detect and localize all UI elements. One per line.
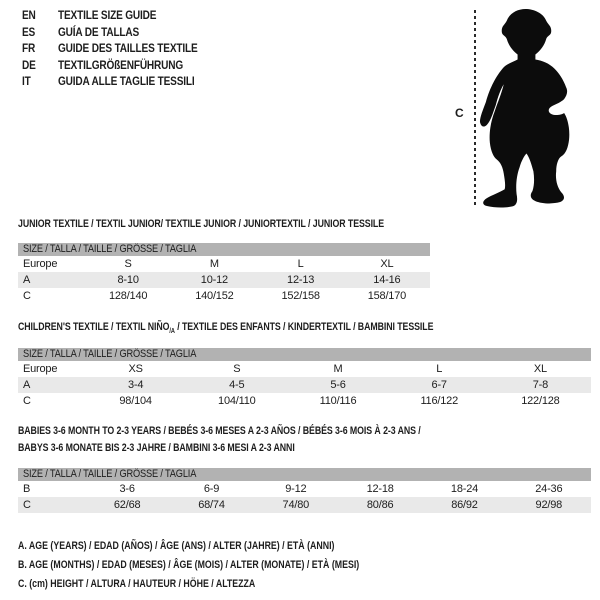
height-dimension-label: C — [455, 106, 464, 120]
language-code: IT — [22, 74, 31, 89]
table-row-age-months — [18, 481, 591, 497]
age-cell: 12-18 — [366, 483, 394, 495]
age-cell: 3-6 — [119, 483, 135, 495]
height-cell: 140/152 — [195, 290, 234, 302]
size-cell: S — [233, 363, 241, 375]
row-label: A — [23, 379, 31, 391]
language-label: GUÍA DE TALLAS — [58, 24, 140, 39]
note-height-cm: C. (cm) HEIGHT / ALTURA / HAUTEUR / HÖHE / ALTEZZA — [18, 578, 256, 590]
age-cell: 7-8 — [532, 379, 549, 391]
age-cell: 24-36 — [535, 483, 563, 495]
age-cell: 5-6 — [330, 379, 346, 391]
row-label: C — [23, 499, 31, 511]
height-cell: 98/104 — [119, 395, 152, 407]
age-cell: 14-16 — [373, 274, 401, 286]
language-code: FR — [22, 41, 36, 56]
note-age-years: A. AGE (YEARS) / EDAD (AÑOS) / ÂGE (ANS) / ALTER (JAHRE) / ETÀ (ANNI) — [18, 540, 335, 552]
language-label: GUIDE DES TAILLES TEXTILE — [58, 41, 198, 56]
language-label: TEXTILGRÖßENFÜHRUNG — [58, 57, 184, 72]
language-code: DE — [22, 57, 36, 72]
table-row-height-cm — [18, 288, 430, 304]
age-cell: 10-12 — [200, 274, 228, 286]
table-row-europe — [18, 256, 430, 272]
size-cell: S — [124, 258, 132, 270]
children-section-title: CHILDREN'S TEXTILE / TEXTIL $NIÑO_{/A}$ / TEXTILE DES ENFANTS / KINDERTEXTIL / BAMBINI TESSILE — [18, 321, 434, 336]
size-cell: M — [209, 258, 219, 270]
language-code: EN — [22, 8, 36, 23]
toddler-silhouette-path — [480, 9, 569, 208]
language-row-it — [22, 73, 224, 90]
toddler-silhouette — [478, 8, 573, 208]
height-cell: 68/74 — [198, 499, 225, 511]
height-dimension-line — [474, 10, 476, 207]
junior-section-title: JUNIOR TEXTILE / TEXTIL JUNIOR/ TEXTILE JUNIOR / JUNIORTEXTIL / JUNIOR TESSILE — [18, 218, 385, 230]
size-cell: L — [436, 363, 443, 375]
legend-notes — [18, 537, 445, 594]
row-label: Europe — [23, 363, 58, 375]
note-age-months: B. AGE (MONTHS) / EDAD (MESES) / ÂGE (MOIS) / ALTER (MONATE) / ETÀ (MESI) — [18, 559, 360, 571]
language-label: GUIDA ALLE TAGLIE TESSILI — [58, 74, 195, 89]
language-row-fr — [22, 40, 224, 57]
junior-size-table — [18, 243, 430, 304]
height-cell: 158/170 — [367, 290, 407, 302]
age-cell: 4-5 — [229, 379, 245, 391]
row-label: Europe — [23, 258, 58, 270]
size-cell: XL — [533, 363, 547, 375]
language-row-es — [22, 24, 224, 41]
language-title-list — [22, 7, 224, 90]
height-cell: 122/128 — [521, 395, 560, 407]
age-cell: 18-24 — [450, 483, 479, 495]
age-cell: 6-9 — [203, 483, 220, 495]
size-header-bar: SIZE / TALLA / TAILLE / GRÖSSE / TAGLIA — [18, 348, 591, 361]
language-row-de — [22, 57, 224, 74]
language-label: TEXTILE SIZE GUIDE — [58, 8, 157, 23]
table-row-height-cm — [18, 497, 591, 513]
table-row-age-years — [18, 272, 430, 288]
babies-size-table — [18, 468, 591, 513]
row-label: C — [23, 290, 31, 302]
height-cell: 152/158 — [281, 290, 320, 302]
height-cell: 86/92 — [451, 499, 478, 511]
age-cell: 9-12 — [285, 483, 307, 495]
row-label: B — [23, 483, 31, 495]
height-cell: 74/80 — [282, 499, 310, 511]
age-cell: 12-13 — [287, 274, 315, 286]
height-cell: 92/98 — [535, 499, 563, 511]
gender-suffix: /A — [169, 328, 175, 336]
height-cell: 116/122 — [420, 395, 458, 407]
age-cell: 8-10 — [117, 274, 139, 286]
age-cell: 6-7 — [431, 379, 447, 391]
language-code: ES — [22, 24, 36, 39]
row-label: C — [23, 395, 31, 407]
size-cell: L — [297, 258, 304, 270]
row-label: A — [23, 274, 31, 286]
table-row-height-cm — [18, 393, 591, 409]
size-cell: XS — [128, 363, 143, 375]
height-cell: 110/116 — [319, 395, 357, 407]
children-size-table — [18, 348, 591, 409]
table-row-europe — [18, 361, 591, 377]
size-header-bar: SIZE / TALLA / TAILLE / GRÖSSE / TAGLIA — [18, 468, 591, 481]
height-cell: 62/68 — [113, 499, 141, 511]
table-row-age-years — [18, 377, 591, 393]
height-cell: 128/140 — [108, 290, 148, 302]
size-cell: XL — [380, 258, 394, 270]
language-row-en — [22, 7, 224, 24]
height-cell: 104/110 — [218, 395, 256, 407]
babies-section-title: BABIES 3-6 MONTH TO 2-3 YEARS / BEBÉS 3-6 MESES A 2-3 AÑOS / BÉBÉS 3-6 MOIS À 2-3 ANS / BABYS 3-6 MONATE BIS 2-3 JAHRE / BAMBINI 3-6 MESI A 2-3 ANNI — [18, 425, 421, 454]
height-cell: 80/86 — [366, 499, 394, 511]
size-header-bar: SIZE / TALLA / TAILLE / GRÖSSE / TAGLIA — [18, 243, 430, 256]
size-cell: M — [333, 363, 343, 375]
age-cell: 3-4 — [127, 379, 144, 391]
